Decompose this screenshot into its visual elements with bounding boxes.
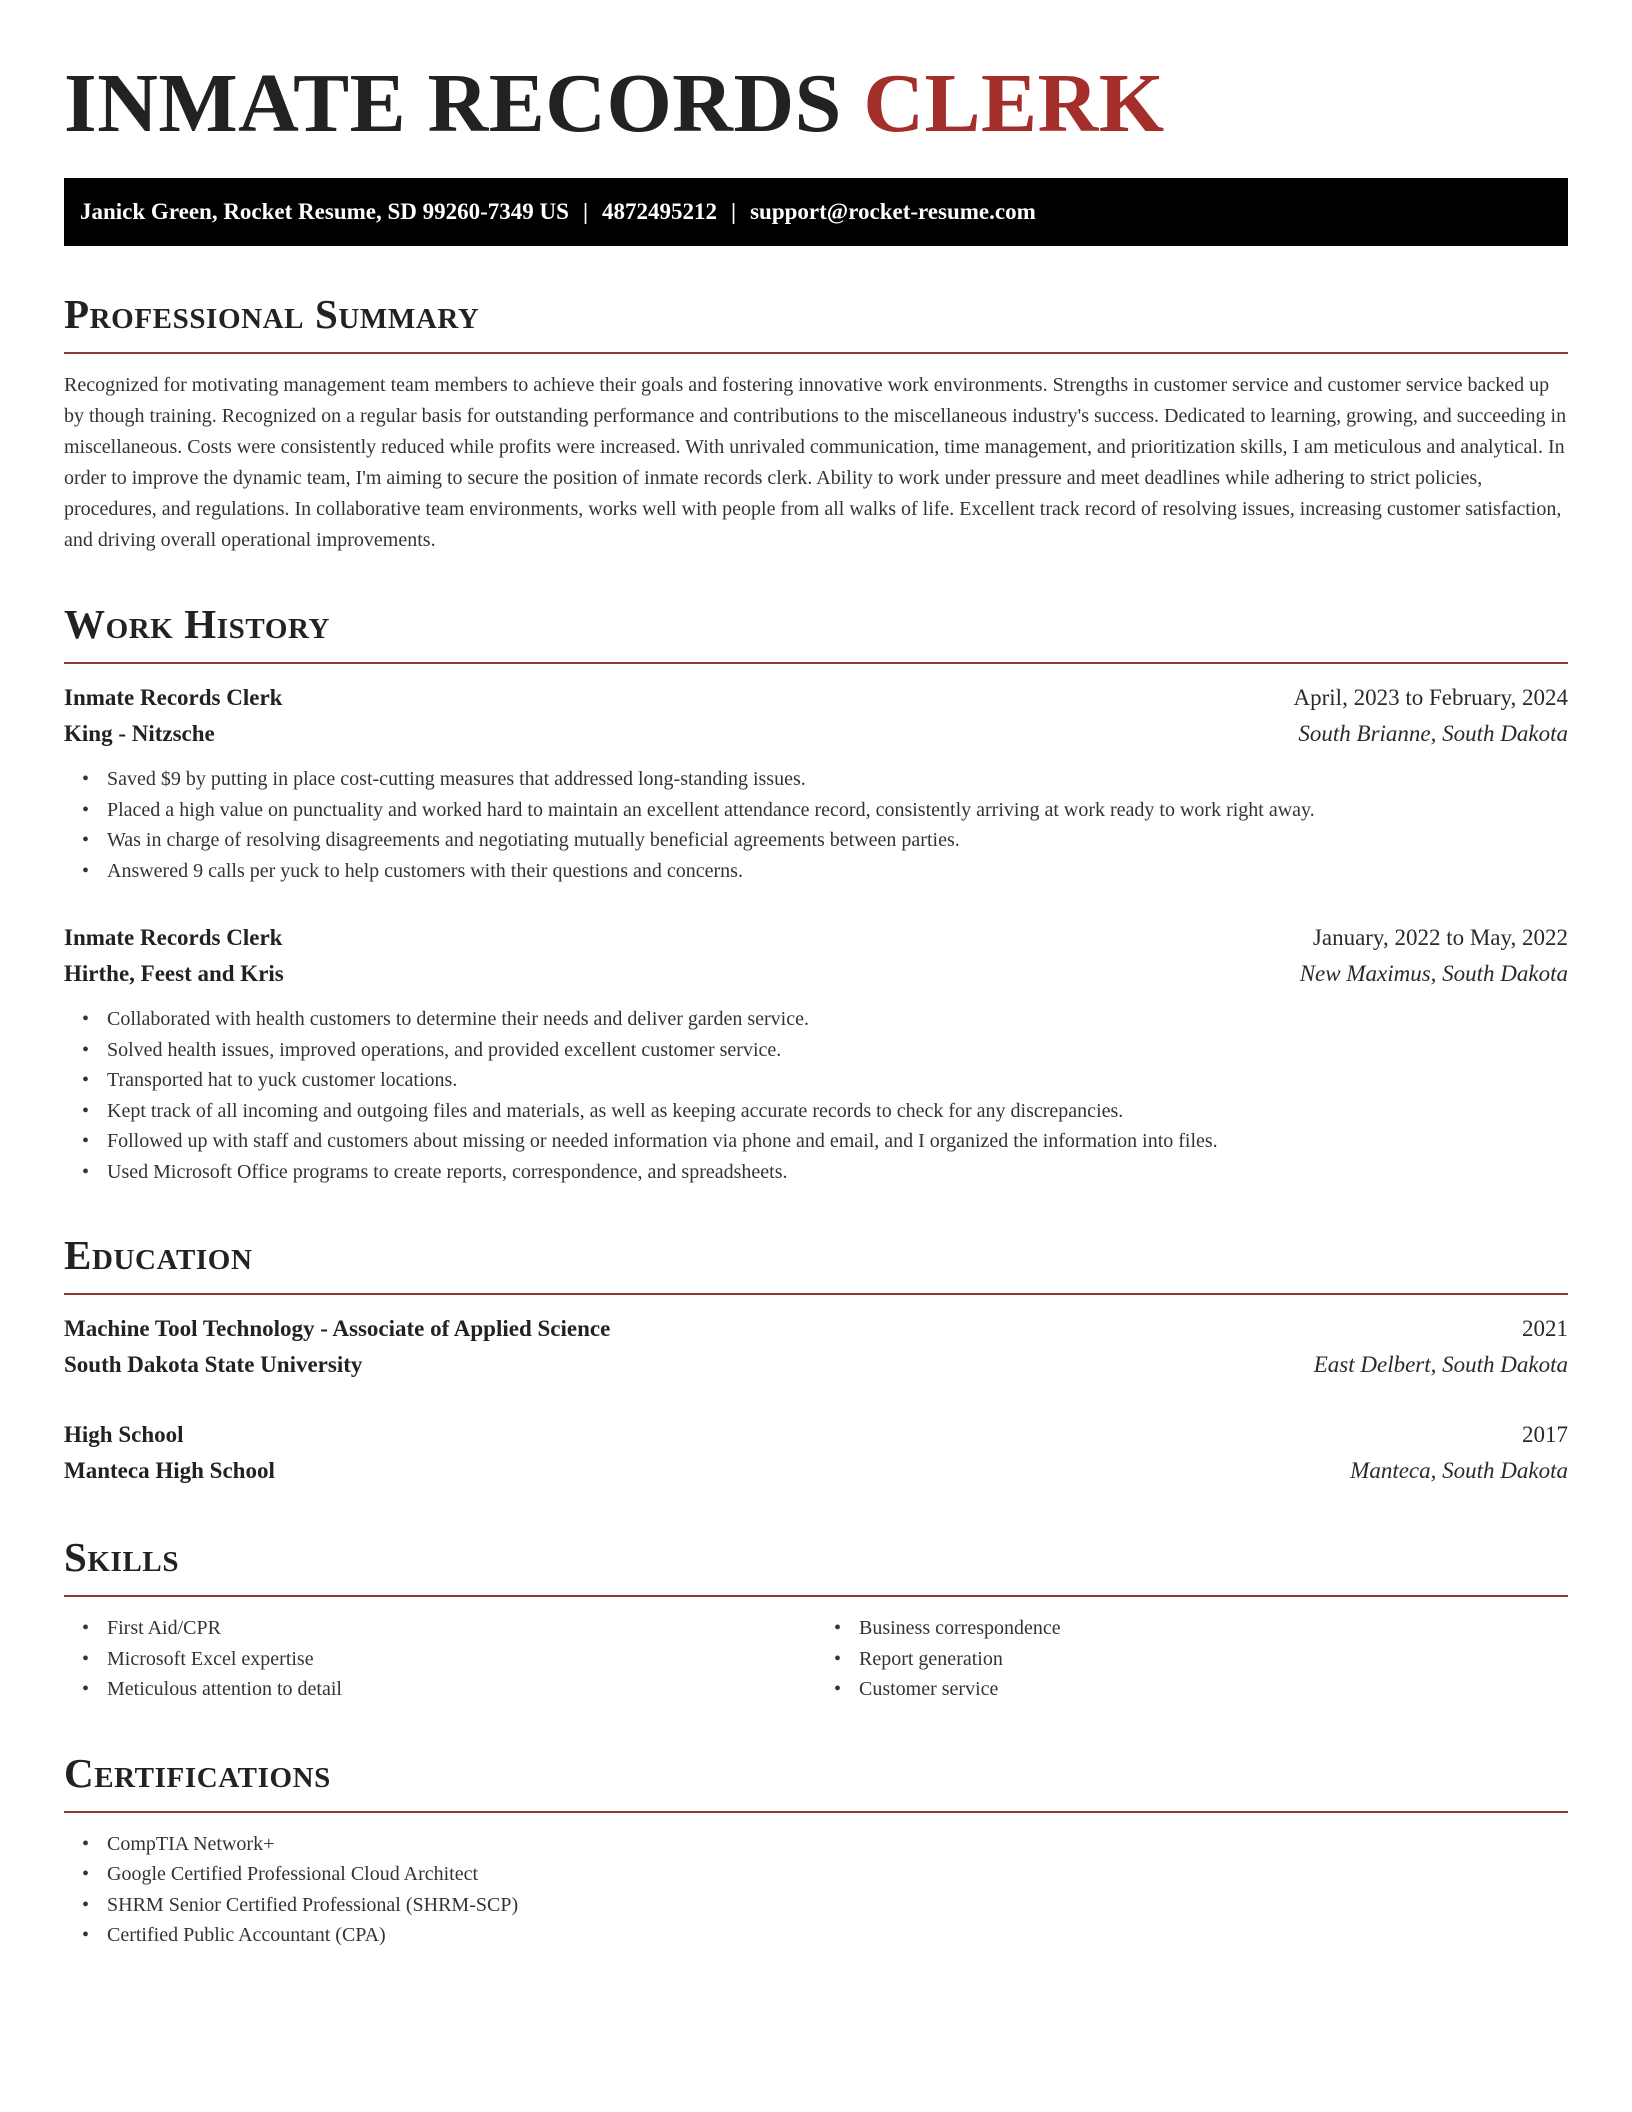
job-dates: April, 2023 to February, 2024 [1293,685,1568,710]
job-bullet: • Kept track of all incoming and outgoing files and materials, as well as keeping accurate records to check for any discrepancies. [107,1096,1568,1127]
job-entry [64,680,1568,886]
job-header-row [64,680,1568,716]
title-accent: CLERK [863,57,1165,150]
education-location: Manteca, South Dakota [1350,1458,1568,1483]
summary-text: Recognized for motivating management team members to achieve their goals and fostering innovative work environments. Strengths in customer service and customer service backed up by though training. Recognized on a regular basis for outstanding performance and contributions to the miscellaneous industry's success. Dedicated to learning, growing, and succeeding in miscellaneous. Costs were consistently reduced while profits were increased. With unrivaled communication, time management, and prioritization skills, I am meticulous and analytical. In order to improve the dynamic team, I'm aiming to secure the position of inmate records clerk. Ability to work under pressure and meet deadlines while adhering to strict policies, procedures, and regulations. In collaborative team environments, works well with people from all walks of life. Excellent track record of resolving issues, increasing customer satisfaction, and driving overall operational improvements. [64,374,1567,551]
education-school: South Dakota State University [64,1352,363,1377]
education-year: 2021 [1522,1316,1568,1341]
skills-list-left [64,1613,816,1705]
job-bullet-list [64,1004,1568,1187]
job-company: Hirthe, Feest and Kris [64,961,284,986]
education-school: Manteca High School [64,1458,275,1483]
certification-item: • CompTIA Network+ [107,1829,1568,1860]
job-bullet: • Was in charge of resolving disagreements and negotiating mutually beneficial agreements between parties. [107,825,1568,856]
education-degree-row [64,1417,1568,1453]
certification-item: • Google Certified Professional Cloud Architect [107,1859,1568,1890]
skill-item: • Microsoft Excel expertise [107,1644,816,1675]
contact-bar [64,178,1568,246]
job-company-row [64,956,1568,992]
contact-separator: | [582,199,589,224]
contact-phone: 4872495212 [602,199,718,224]
job-title: Inmate Records Clerk [64,685,283,710]
title-main: INMATE RECORDS [64,57,842,150]
contact-separator: | [731,199,737,224]
job-entry [64,920,1568,1187]
education-school-row [64,1453,1568,1489]
skill-item: • Meticulous attention to detail [107,1674,816,1705]
job-dates: January, 2022 to May, 2022 [1312,925,1568,950]
skill-item: • Report generation [859,1644,1568,1675]
work-history-section [64,600,1568,1187]
certifications-section [64,1749,1568,1951]
education-section [64,1231,1568,1489]
section-divider [64,352,1568,354]
job-bullet: • Used Microsoft Office programs to create reports, correspondence, and spreadsheets. [107,1157,1568,1188]
skill-item: • Business correspondence [859,1613,1568,1644]
summary-section [64,290,1568,556]
job-title: Inmate Records Clerk [64,925,283,950]
resume-title [64,56,1568,152]
job-bullet-list [64,764,1568,886]
job-bullet: • Placed a high value on punctuality and worked hard to maintain an excellent attendance record, consistently arriving at work ready to work right away. [107,795,1568,826]
education-school-row [64,1347,1568,1383]
education-degree-row [64,1311,1568,1347]
job-bullet: • Solved health issues, improved operations, and provided excellent customer service. [107,1035,1568,1066]
education-degree: High School [64,1422,184,1447]
section-heading-certifications: Certifications [64,1749,331,1796]
job-bullet: • Followed up with staff and customers about missing or needed information via phone and email, and I organized the information into files. [107,1126,1568,1157]
skill-item: • Customer service [859,1674,1568,1705]
section-heading-skills: Skills [64,1534,180,1580]
job-location: South Brianne, South Dakota [1298,721,1568,746]
section-divider [64,662,1568,664]
contact-email[interactable]: support@rocket-resume.com [750,199,1036,224]
job-header-row [64,920,1568,956]
section-divider [64,1293,1568,1295]
job-company-row [64,716,1568,752]
skills-section [64,1533,1568,1705]
job-bullet: • Answered 9 calls per yuck to help customers with their questions and concerns. [107,856,1568,887]
education-entry [64,1311,1568,1383]
section-divider [64,1595,1568,1597]
job-bullet: • Transported hat to yuck customer locations. [107,1065,1568,1096]
job-company: King - Nitzsche [64,721,215,746]
education-degree: Machine Tool Technology - Associate of Applied Science [64,1316,611,1341]
skills-grid [64,1613,1568,1705]
skill-item: • First Aid/CPR [107,1613,816,1644]
section-divider [64,1811,1568,1813]
contact-address: Janick Green, Rocket Resume, SD 99260-7349 US [80,199,569,224]
certification-item: • SHRM Senior Certified Professional (SHRM-SCP) [107,1890,1568,1921]
section-heading-work-history: Work History [64,601,331,647]
education-entry [64,1417,1568,1489]
job-location: New Maximus, South Dakota [1299,961,1568,986]
skills-list-right [816,1613,1568,1705]
section-heading-education: Education [64,1232,253,1278]
job-bullet: • Collaborated with health customers to determine their needs and deliver garden service. [107,1004,1568,1035]
job-bullet: • Saved $9 by putting in place cost-cutting measures that addressed long-standing issues. [107,764,1568,795]
certifications-list [64,1829,1568,1951]
section-heading-summary: Professional Summary [64,291,480,337]
education-year: 2017 [1522,1422,1568,1447]
education-location: East Delbert, South Dakota [1313,1352,1568,1377]
certification-item: • Certified Public Accountant (CPA) [107,1920,1568,1951]
